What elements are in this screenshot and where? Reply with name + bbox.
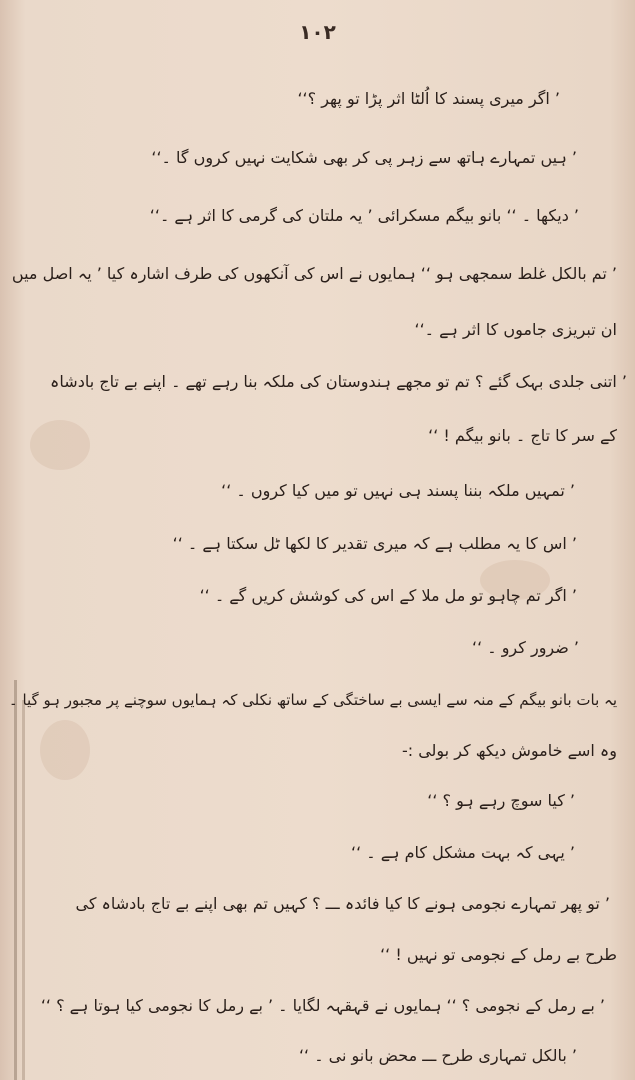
text-line: ’ اس کا یہ مطلب ہے کہ میری تقدیر کا لکھا ٹل سکتا ہے ۔ ‘‘	[172, 534, 577, 553]
text-line: ’ بالکل تمہاری طرح ـــ محض بانو نی ۔ ‘‘	[298, 1046, 577, 1065]
paper-stain	[30, 420, 90, 470]
text-line: طرح بے رمل کے نجومی تو نہیں ! ‘‘	[380, 945, 617, 964]
text-line: وہ اسے خاموش دیکھ کر بولی :-	[401, 741, 617, 760]
text-line: ’ دیکھا ۔ ‘‘ بانو بیگم مسکرائی ’ یہ ملتان کی گرمی کا اثر ہے ۔‘‘	[149, 206, 579, 225]
text-line: یہ بات بانو بیگم کے منہ سے ایسی بے ساختگی کے ساتھ نکلی کہ ہمایوں سوچنے پر مجبور ہو گیا ۔	[8, 691, 617, 709]
text-line: ’ ضرور کرو ۔ ‘‘	[471, 638, 579, 657]
text-line: ’ تمہیں ملکہ بننا پسند ہی نہیں تو میں کیا کروں ۔ ‘‘	[221, 481, 575, 500]
text-line: ’ ہیں تمہارے ہاتھ سے زہر پی کر بھی شکایت نہیں کروں گا ۔‘‘	[151, 148, 577, 167]
text-line: کے سر کا تاج ۔ بانو بیگم ! ‘‘	[428, 426, 617, 445]
text-line: ’ کیا سوچ رہے ہو ؟ ‘‘	[427, 791, 575, 810]
page-number: ۱۰۲	[299, 20, 336, 44]
page-binding-edge	[14, 680, 17, 1080]
text-line: ’ تو پھر تمہارے نجومی ہونے کا کیا فائدہ ـــ ؟ کہیں تم بھی اپنے بے تاج بادشاہ کی	[75, 894, 610, 913]
text-line: ان تبریزی جاموں کا اثر ہے ۔‘‘	[414, 320, 617, 339]
text-line: ’ اگر تم چاہو تو مل ملا کے اس کی کوشش کریں گے ۔ ‘‘	[199, 586, 577, 605]
text-line: ’ اتنی جلدی بہک گئے ؟ تم تو مجھے ہندوستان کی ملکہ بنا رہے تھے ۔ اپنے بے تاج بادشاہ	[50, 372, 627, 391]
page-binding-edge	[22, 700, 25, 1080]
text-line: ’ بے رمل کے نجومی ؟ ‘‘ ہمایوں نے قہقہہ لگایا ۔ ’ بے رمل کا نجومی کیا ہوتا ہے ؟ ‘‘	[40, 996, 605, 1015]
text-line: ’ یہی کہ بہت مشکل کام ہے ۔ ‘‘	[351, 843, 575, 862]
paper-stain	[40, 720, 90, 780]
text-line: ’ تم بالکل غلط سمجھی ہو ‘‘ ہمایوں نے اس کی آنکھوں کی طرف اشارہ کیا ’ یہ اصل میں	[11, 264, 617, 283]
text-line: ’ اگر میری پسند کا اُلٹا اثر پڑا تو پھر ؟‘‘	[297, 89, 560, 108]
